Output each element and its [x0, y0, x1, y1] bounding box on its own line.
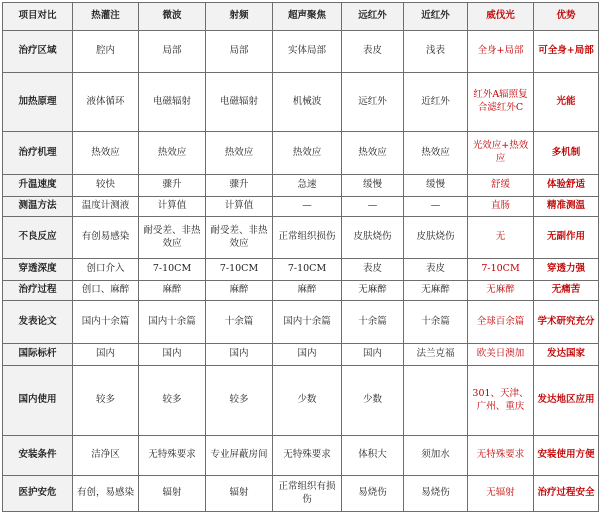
table-cell: —: [404, 197, 468, 217]
row-label: 国内使用: [3, 366, 73, 436]
table-cell: 有创，易感染: [73, 476, 139, 512]
table-cell-advantage: 发达地区应用: [534, 366, 599, 436]
header-cell-microwave: 微波: [139, 3, 206, 31]
table-cell: 正常组织损伤: [273, 217, 342, 259]
table-cell: 国内: [342, 344, 404, 366]
table-cell: 热效应: [206, 132, 273, 175]
table-cell: 电磁辐射: [139, 73, 206, 132]
table-cell: 耐受差、非热效应: [206, 217, 273, 259]
table-row: [3, 259, 599, 281]
row-label: 发表论文: [3, 301, 73, 344]
table-cell: 计算值: [206, 197, 273, 217]
table-cell: 无麻醉: [404, 281, 468, 301]
table-cell: 国内: [73, 344, 139, 366]
table-cell: 国内: [206, 344, 273, 366]
table-cell: 国内: [139, 344, 206, 366]
table-cell: 液体循环: [73, 73, 139, 132]
comparison-table: [2, 2, 599, 512]
table-cell: 7-10CM: [206, 259, 273, 281]
table-cell: 骤升: [139, 175, 206, 197]
table-cell: 无麻醉: [342, 281, 404, 301]
table-cell-highlight: 7-10CM: [468, 259, 534, 281]
table-row: [3, 301, 599, 344]
header-cell-radiofrequency: 射频: [206, 3, 273, 31]
table-cell: 辐射: [139, 476, 206, 512]
table-row: [3, 476, 599, 512]
table-cell: 机械波: [273, 73, 342, 132]
table-row: [3, 132, 599, 175]
table-cell: 温度计测液: [73, 197, 139, 217]
table-cell: 麻醉: [273, 281, 342, 301]
table-cell: 麻醉: [206, 281, 273, 301]
table-cell: 远红外: [342, 73, 404, 132]
table-row: [3, 31, 599, 73]
table-cell-highlight: 舒缓: [468, 175, 534, 197]
table-cell: 皮肤烧伤: [342, 217, 404, 259]
header-cell-focused-ultrasound: 超声聚焦: [273, 3, 342, 31]
table-cell: 计算值: [139, 197, 206, 217]
table-cell-advantage: 发达国家: [534, 344, 599, 366]
table-cell: 少数: [342, 366, 404, 436]
table-cell: 表皮: [342, 259, 404, 281]
header-cell-weifaguang: 威伐光: [468, 3, 534, 31]
header-cell-item: 项目对比: [3, 3, 73, 31]
table-cell-advantage: 无副作用: [534, 217, 599, 259]
row-label: 治疗过程: [3, 281, 73, 301]
table-cell: —: [342, 197, 404, 217]
header-cell-near-infrared: 近红外: [404, 3, 468, 31]
table-cell: 耐受差、非热效应: [139, 217, 206, 259]
table-cell-advantage: 安装使用方便: [534, 436, 599, 476]
table-cell: 国内十余篇: [73, 301, 139, 344]
table-cell: 电磁辐射: [206, 73, 273, 132]
table-cell-highlight: 红外A辐照复合滤红外C: [468, 73, 534, 132]
table-cell-highlight: 全身+局部: [468, 31, 534, 73]
header-cell-far-infrared: 远红外: [342, 3, 404, 31]
table-row: [3, 436, 599, 476]
table-cell: 易烧伤: [404, 476, 468, 512]
table-cell: 局部: [206, 31, 273, 73]
table-cell: [404, 366, 468, 436]
row-label: 安装条件: [3, 436, 73, 476]
table-cell: 少数: [273, 366, 342, 436]
table-cell: 较多: [206, 366, 273, 436]
table-cell: 表皮: [404, 259, 468, 281]
table-cell: 须加水: [404, 436, 468, 476]
table-cell: 无特殊要求: [139, 436, 206, 476]
table-cell: 易烧伤: [342, 476, 404, 512]
table-cell: 骤升: [206, 175, 273, 197]
row-label: 测温方法: [3, 197, 73, 217]
header-cell-heat-perfusion: 热灌注: [73, 3, 139, 31]
table-row: [3, 344, 599, 366]
table-cell: 体积大: [342, 436, 404, 476]
table-cell: 法兰克福: [404, 344, 468, 366]
table-cell: 无特殊要求: [273, 436, 342, 476]
table-cell: 热效应: [139, 132, 206, 175]
table-cell: 皮肤烧伤: [404, 217, 468, 259]
table-cell: 热效应: [342, 132, 404, 175]
row-label: 国际标杆: [3, 344, 73, 366]
table-cell-highlight: 无: [468, 217, 534, 259]
table-cell: 局部: [139, 31, 206, 73]
table-cell: 缓慢: [404, 175, 468, 197]
table-row: [3, 73, 599, 132]
row-label: 升温速度: [3, 175, 73, 197]
table-cell: 热效应: [73, 132, 139, 175]
table-cell-advantage: 治疗过程安全: [534, 476, 599, 512]
table-cell: 国内: [273, 344, 342, 366]
table-row: [3, 281, 599, 301]
table-cell-highlight: 无特殊要求: [468, 436, 534, 476]
table-cell: 腔内: [73, 31, 139, 73]
table-cell-advantage: 精准测温: [534, 197, 599, 217]
table-cell-highlight: 光效应+热效应: [468, 132, 534, 175]
table-cell: 表皮: [342, 31, 404, 73]
table-cell: 缓慢: [342, 175, 404, 197]
table-row: [3, 175, 599, 197]
table-cell-advantage: 学术研究充分: [534, 301, 599, 344]
table-cell-advantage: 可全身+局部: [534, 31, 599, 73]
table-cell: 较多: [139, 366, 206, 436]
table-cell-highlight: 全球百余篇: [468, 301, 534, 344]
row-label: 不良反应: [3, 217, 73, 259]
table-cell: 热效应: [404, 132, 468, 175]
table-cell-highlight: 欧美日澳加: [468, 344, 534, 366]
table-cell: 7-10CM: [139, 259, 206, 281]
table-row: [3, 366, 599, 436]
table-cell: 麻醉: [139, 281, 206, 301]
row-label: 加热原理: [3, 73, 73, 132]
table-cell: 创口介入: [73, 259, 139, 281]
table-cell-highlight: 无麻醉: [468, 281, 534, 301]
row-label: 治疗机理: [3, 132, 73, 175]
table-cell-highlight: 301、天津、广州、重庆: [468, 366, 534, 436]
row-label: 穿透深度: [3, 259, 73, 281]
table-cell: 急速: [273, 175, 342, 197]
table-cell: 较多: [73, 366, 139, 436]
table-cell: 较快: [73, 175, 139, 197]
table-cell: —: [273, 197, 342, 217]
table-cell-advantage: 多机制: [534, 132, 599, 175]
table-cell: 7-10CM: [273, 259, 342, 281]
table-row: [3, 197, 599, 217]
header-cell-advantage: 优势: [534, 3, 599, 31]
header-row: [3, 3, 599, 31]
table-cell: 实体局部: [273, 31, 342, 73]
table-cell: 正常组织有损伤: [273, 476, 342, 512]
table-cell: 近红外: [404, 73, 468, 132]
table-cell-highlight: 直肠: [468, 197, 534, 217]
row-label: 治疗区域: [3, 31, 73, 73]
table-cell: 国内十余篇: [139, 301, 206, 344]
table-row: [3, 217, 599, 259]
table-cell: 十余篇: [404, 301, 468, 344]
table-cell-advantage: 光能: [534, 73, 599, 132]
table-cell: 热效应: [273, 132, 342, 175]
table-cell-advantage: 体验舒适: [534, 175, 599, 197]
table-cell: 创口、麻醉: [73, 281, 139, 301]
table-cell-advantage: 穿透力强: [534, 259, 599, 281]
table-cell: 十余篇: [206, 301, 273, 344]
table-cell: 专业屏蔽房间: [206, 436, 273, 476]
table-cell-advantage: 无痛苦: [534, 281, 599, 301]
table-cell: 国内十余篇: [273, 301, 342, 344]
table-cell-highlight: 无辐射: [468, 476, 534, 512]
row-label: 医护安危: [3, 476, 73, 512]
table-cell: 十余篇: [342, 301, 404, 344]
table-cell: 洁净区: [73, 436, 139, 476]
table-cell: 有创易感染: [73, 217, 139, 259]
table-cell: 浅表: [404, 31, 468, 73]
table-cell: 辐射: [206, 476, 273, 512]
